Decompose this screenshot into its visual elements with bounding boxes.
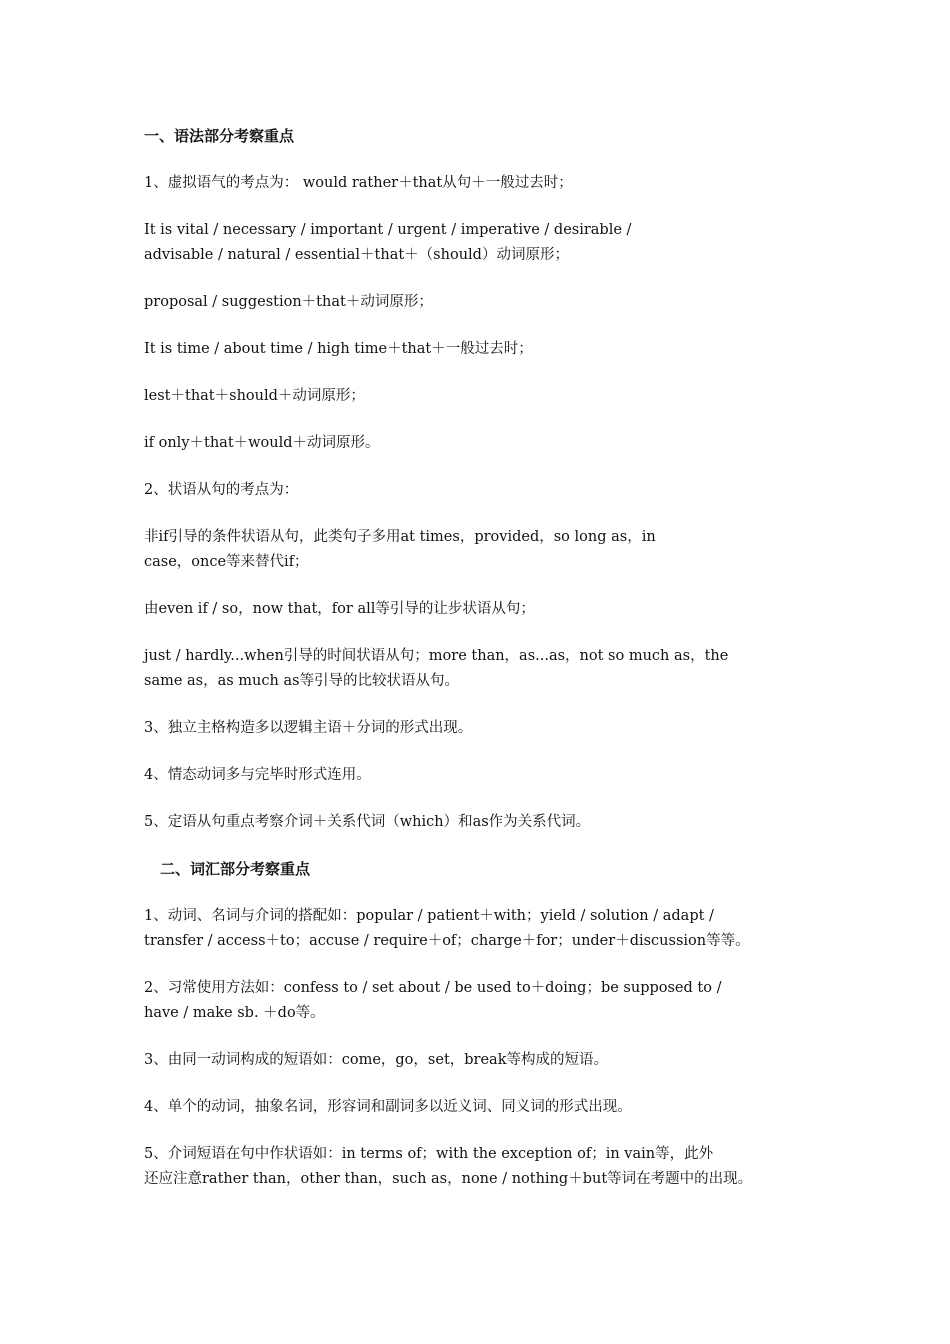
text-line: It is vital / necessary / important / urgent / imperative / desirable / bbox=[144, 222, 632, 238]
paragraph bbox=[144, 716, 834, 741]
text-line: 非if引导的条件状语从句，此类句子多用at times，provided，so long as，in bbox=[144, 529, 656, 545]
text-line: 5、介词短语在句中作状语如：in terms of；with the exception of；in vain等，此外 bbox=[144, 1146, 714, 1162]
paragraph bbox=[144, 597, 834, 622]
text-line: 1、虚拟语气的考点为： would rather＋that从句＋一般过去时； bbox=[144, 175, 573, 191]
section-heading-grammar: 一、语法部分考察重点 bbox=[144, 127, 295, 145]
text-line: 2、状语从句的考点为： bbox=[144, 482, 299, 498]
text-line: proposal / suggestion＋that＋动词原形； bbox=[144, 294, 433, 310]
text-line: 还应注意rather than，other than，such as，none / nothing＋but等词在考题中的出现。 bbox=[144, 1171, 753, 1187]
paragraph bbox=[144, 1048, 834, 1073]
paragraph bbox=[144, 1095, 834, 1120]
text-line: same as，as much as等引导的比较状语从句。 bbox=[144, 673, 460, 689]
text-line: 1、动词、名词与介词的搭配如：popular / patient＋with；yield / solution / adapt / bbox=[144, 908, 714, 924]
text-line: if only＋that＋would＋动词原形。 bbox=[144, 435, 380, 451]
text-line: 3、由同一动词构成的短语如：come，go，set，break等构成的短语。 bbox=[144, 1052, 608, 1068]
paragraph bbox=[144, 171, 834, 196]
text-line: just / hardly...when引导的时间状语从句；more than，as...as，not so much as，the bbox=[144, 648, 729, 664]
paragraph bbox=[144, 478, 834, 503]
paragraph bbox=[144, 904, 834, 954]
text-line: have / make sb. ＋do等。 bbox=[144, 1005, 325, 1021]
text-line: It is time / about time / high time＋that＋一般过去时； bbox=[144, 341, 533, 357]
paragraph bbox=[144, 218, 834, 268]
text-line: 2、习常使用方法如：confess to / set about / be used to＋doing；be supposed to / bbox=[144, 980, 722, 996]
text-line: 4、情态动词多与完毕时形式连用。 bbox=[144, 767, 371, 783]
text-line: lest＋that＋should＋动词原形； bbox=[144, 388, 365, 404]
paragraph bbox=[144, 290, 834, 315]
text-line: 5、定语从句重点考察介词＋关系代词（which）和as作为关系代词。 bbox=[144, 814, 591, 830]
paragraph bbox=[144, 525, 834, 575]
text-line: case，once等来替代if； bbox=[144, 554, 309, 570]
paragraph bbox=[144, 337, 834, 362]
paragraph bbox=[144, 644, 834, 694]
paragraph bbox=[144, 431, 834, 456]
paragraph bbox=[144, 1142, 834, 1192]
paragraph bbox=[144, 976, 834, 1026]
text-line: 4、单个的动词，抽象名词，形容词和副词多以近义词、同义词的形式出现。 bbox=[144, 1099, 632, 1115]
document-page bbox=[144, 124, 834, 1214]
paragraph bbox=[144, 384, 834, 409]
text-line: transfer / access＋to；accuse / require＋of；charge＋for；under＋discussion等等。 bbox=[144, 933, 750, 949]
paragraph bbox=[144, 810, 834, 835]
text-line: 3、独立主格构造多以逻辑主语＋分词的形式出现。 bbox=[144, 720, 473, 736]
paragraph bbox=[144, 763, 834, 788]
section-heading-vocabulary: 二、词汇部分考察重点 bbox=[160, 860, 311, 878]
text-line: 由even if / so，now that，for all等引导的让步状语从句； bbox=[144, 601, 535, 617]
text-line: advisable / natural / essential＋that＋（should）动词原形； bbox=[144, 247, 569, 263]
